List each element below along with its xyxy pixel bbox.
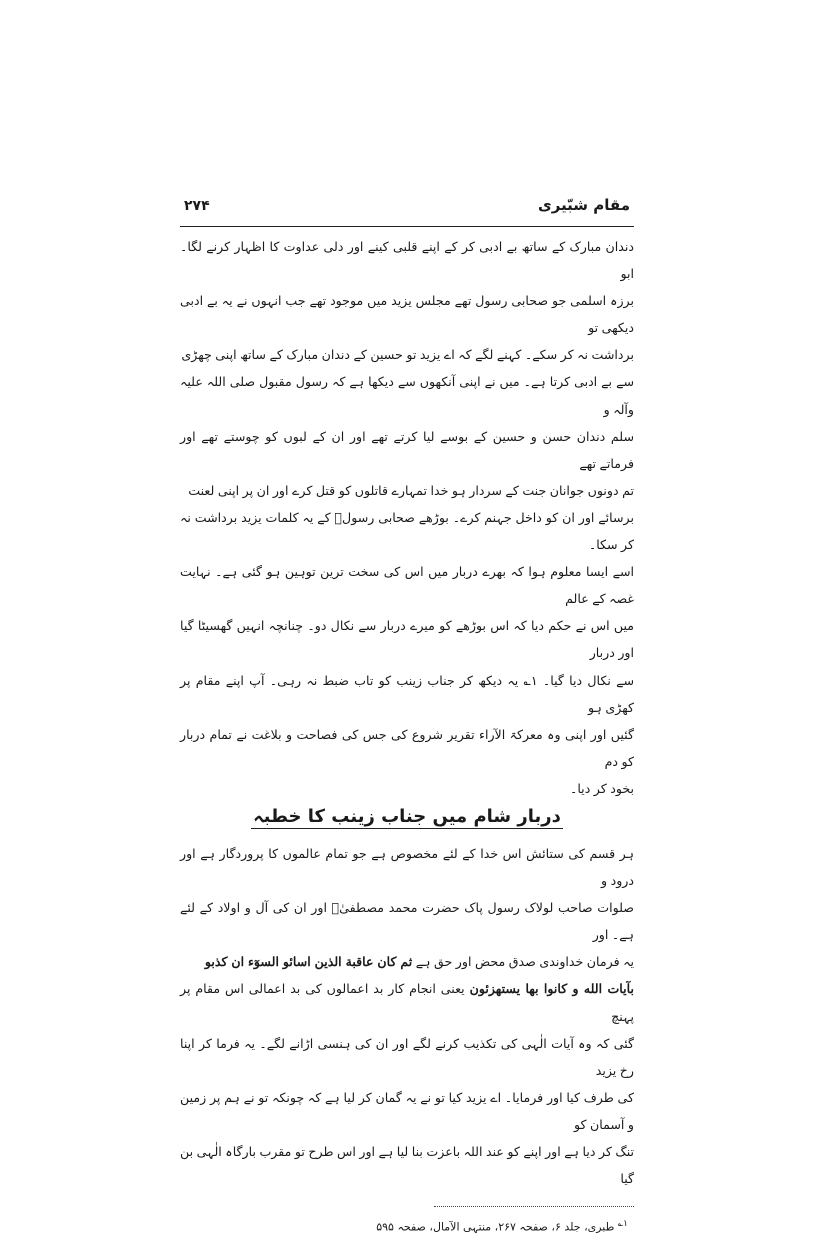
footnote-separator-wrap [180,1192,634,1207]
text-line: صلوات صاحب لولاک رسول پاک حضرت محمد مصطفیٰؐ اور ان کی آل و اولاد کے لئے ہے۔ اور [180,900,634,943]
footnote [180,1219,634,1234]
section-heading [180,806,634,836]
text-line: بخود کر دیا۔ [569,780,634,796]
text-line: برزہ اسلمی جو صحابی رسول تھے مجلس یزید میں موجود تھے جب انہوں نے یہ بے ادبی دیکھی تو [180,293,634,336]
body-text [180,233,634,1192]
paragraph-1 [180,233,634,802]
footnote-separator [434,1206,634,1207]
page-number: ۲۷۴ [184,198,210,214]
book-page [180,196,634,1234]
quran-verse: بآیات الله و كانوا بها یستهزئون [469,981,634,997]
section-heading-text: دربار شام میں جناب زینب کا خطبہ [253,805,561,827]
text-line: گئیں اور اپنی وہ معرکۃ الآراء تقریر شروع کی جس کی فصاحت و بلاغت نے تمام دربار کو دم [180,726,634,769]
page-header [180,196,634,227]
text-line: برسائے اور ان کو داخل جہنم کرے۔ بوڑھے صحابی رسولؐ کے یہ کلمات یزید برداشت نہ کر سکا۔ [180,509,634,553]
text-line: ہر قسم کی ستائش اس خدا کے لئے مخصوص ہے جو تمام عالموں کا پروردگار ہے اور درود و [180,845,634,889]
text-line: تم دونوں جوانان جنت کے سردار ہو خدا تمہارے قاتلوں کو قتل کرے اور ان پر اپنی لعنت [188,482,634,498]
paragraph-2 [180,840,634,1192]
text-line: سلم دندان حسن و حسین کے بوسے لیا کرتے تھے اور ان کے لبوں کو چوستے تھے اور فرماتے تھے [180,428,634,471]
text-line: سے نکال دیا گیا۔ ۱؎ یہ دیکھ کر جناب زینب کو تاب ضبط نہ رہی۔ آپ اپنے مقام پر کھڑی ہو [180,672,634,715]
book-title: مقام شبّیری [537,196,630,214]
text-line: تنگ کر دیا ہے اور اپنے کو عند اللہ باعزت بنا لیا ہے اور اس طرح تو مقرب بارگاہ الٰہی بن گیا [180,1144,634,1187]
text-line: اسے ایسا معلوم ہوا کہ بھرے دربار میں اس کی سخت ترین توہین ہو گئی ہے۔ نہایت غصہ کے عالم [180,564,634,607]
text-line: گئی کہ وہ آیات الٰہی کی تکذیب کرنے لگے اور ان کی ہنسی اڑانے لگے۔ یہ فرما کر اپنا رخ یزید [180,1035,634,1078]
text-line: برداشت نہ کر سکے۔ کہنے لگے کہ اے یزید تو حسین کے دندان مبارک کے ساتھ اپنی چھڑی [181,347,634,363]
text-line: سے بے ادبی کرتا ہے۔ میں نے اپنی آنکھوں سے دیکھا ہے کہ رسول مقبول صلی اللہ علیہ وآلہ و [180,374,634,417]
text-line: کی طرف کیا اور فرمایا۔ اے یزید کیا تو نے یہ گمان کر لیا ہے کہ چونکہ تو نے ہم پر زمین و آسمان کو [180,1089,634,1132]
quran-verse: ثم كان عاقبة الذين اسائو السوٓء ان كذبو [204,954,413,970]
urdu-text: یہ فرمان خداوندی صدق محض اور حق ہے [415,954,634,970]
urdu-text: یعنی انجام کار بد اعمالوں کی بد اعمالی اس مقام پر پہنچ [180,981,634,1024]
footnote-marker: ۱؎ [617,1219,628,1230]
text-line: دندان مبارک کے ساتھ بے ادبی کر کے اپنے قلبی کینے اور دلی عداوت کا اظہار کرنے لگا۔ ابو [180,239,634,282]
text-line [180,975,634,1029]
text-line [180,948,634,975]
text-line: میں اس نے حکم دیا کہ اس بوڑھے کو میرے دربار سے نکال دو۔ چنانچہ انہیں گھسیٹا گیا اور دربار [180,618,634,661]
footnote-text: طبری، جلد ۶، صفحہ ۲۶۷، منتہی الآمال، صفحہ ۵۹۵ [376,1220,615,1234]
